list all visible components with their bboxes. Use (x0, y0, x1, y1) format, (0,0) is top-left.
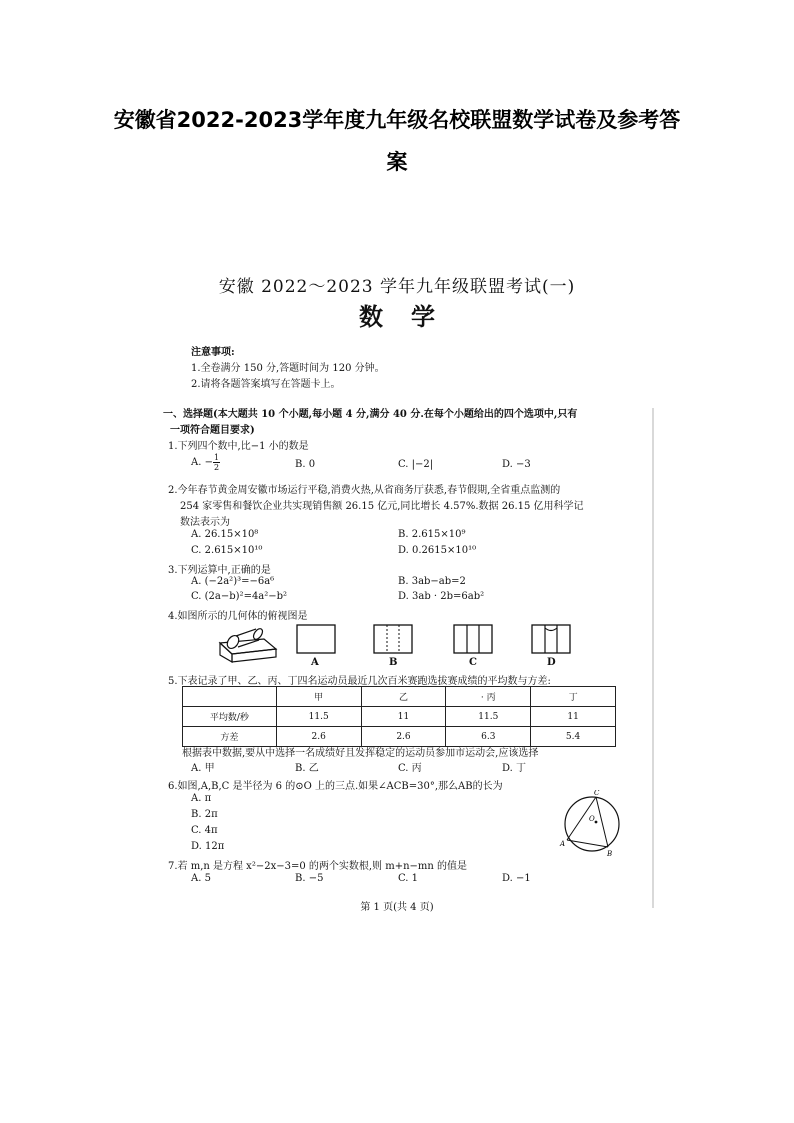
document-title: 安徽省2022-2023学年度九年级名校联盟数学试卷及参考答 (113, 108, 681, 132)
question-6-option-b: B. 2π (191, 809, 218, 820)
section-header-continued: 一项符合题目要求) (170, 425, 255, 436)
question-1-stem: 1.下列四个数中,比−1 小的数是 (168, 441, 309, 452)
table-cell: 2.6 (361, 727, 446, 747)
solid-figure-diagram (218, 625, 280, 663)
question-2-option-c: C. 2.615×10¹⁰ (191, 545, 263, 556)
question-2-stem: 2.今年春节黄金周安徽市场运行平稳,消费火热,从省商务厅获悉,春节假期,全省重点监测的 (168, 485, 561, 496)
option-a-view-diagram (296, 624, 336, 654)
option-a-prefix: A. − (191, 457, 213, 468)
section-header: 一、选择题(本大题共 10 个小题,每小题 4 分,满分 40 分.在每个小题给出的四个选项中,只有 (163, 409, 578, 420)
question-7-option-a: A. 5 (191, 873, 211, 884)
question-5-option-d: D. 丁 (502, 763, 527, 774)
option-b-view-diagram (373, 624, 413, 654)
table-cell: 5.4 (531, 727, 616, 747)
question-2-option-a: A. 26.15×10⁸ (191, 529, 259, 540)
question-3-stem: 3.下列运算中,正确的是 (168, 565, 271, 576)
question-5-option-b: B. 乙 (295, 763, 319, 774)
view-label-a: A (311, 657, 319, 668)
fraction-numerator: 1 (213, 453, 220, 462)
question-6-option-a: A. π (191, 793, 212, 804)
scan-edge-line (652, 408, 654, 908)
table-cell: 11.5 (446, 707, 531, 727)
table-header-cell: 甲 (276, 687, 361, 707)
question-1-option-c: C. |−2| (398, 459, 434, 470)
circle-diagram (556, 790, 628, 858)
table-header-cell: · 丙 (446, 687, 531, 707)
diagram-label-b: B (607, 850, 613, 858)
table-cell: 11 (531, 707, 616, 727)
page-footer: 第 1 页(共 4 页) (360, 902, 434, 913)
table-header-cell: 乙 (361, 687, 446, 707)
fraction (213, 453, 220, 472)
question-2-stem-line3: 数法表示为 (180, 517, 230, 528)
view-label-b: B (389, 657, 398, 668)
question-7-option-b: B. −5 (295, 873, 324, 884)
question-7-stem: 7.若 m,n 是方程 x²−2x−3=0 的两个实数根,则 m+n−mn 的值是 (168, 861, 468, 872)
question-6-option-c: C. 4π (191, 825, 218, 836)
question-4-stem: 4.如图所示的几何体的俯视图是 (168, 611, 308, 622)
table-header-cell (183, 687, 277, 707)
option-d-view-diagram (531, 624, 571, 654)
question-1-option-a (191, 453, 220, 472)
table-header-row (183, 687, 616, 707)
diagram-label-a: A (560, 840, 566, 848)
exam-title: 安徽 2022～2023 学年九年级联盟考试(一) (218, 277, 576, 297)
question-7-option-d: D. −1 (502, 873, 531, 884)
diagram-label-o: O (589, 815, 595, 823)
question-7-option-c: C. 1 (398, 873, 419, 884)
question-3-option-c: C. (2a−b)²=4a²−b² (191, 591, 288, 602)
question-1-option-d: D. −3 (502, 459, 531, 470)
note-item: 1.全卷满分 150 分,答题时间为 120 分钟。 (191, 363, 385, 374)
note-item: 2.请将各题答案填写在答题卡上。 (191, 379, 341, 390)
question-5-option-a: A. 甲 (191, 763, 215, 774)
question-2-stem-line2: 254 家零售和餐饮企业共实现销售额 26.15 亿元,同比增长 4.57%.数据 26.15 亿用科学记 (180, 501, 584, 512)
question-6-stem: 6.如图,A,B,C 是半径为 6 的⊙O 上的三点.如果∠ACB=30°,那么AB的长为 (168, 781, 503, 792)
table-cell: 11.5 (276, 707, 361, 727)
table-cell: 2.6 (276, 727, 361, 747)
question-3-option-d: D. 3ab · 2b=6ab² (398, 591, 485, 602)
notes-heading: 注意事项: (191, 347, 235, 358)
view-label-c: C (469, 657, 477, 668)
question-3-option-a: A. (−2a²)³=−6a⁶ (191, 576, 275, 587)
fraction-denominator: 2 (213, 463, 220, 472)
document-title-continued: 案 (386, 150, 408, 174)
table-cell: 平均数/秒 (183, 707, 277, 727)
question-2-option-d: D. 0.2615×10¹⁰ (398, 545, 477, 556)
view-label-d: D (547, 657, 556, 668)
question-5-option-c: C. 丙 (398, 763, 422, 774)
question-3-option-b: B. 3ab−ab=2 (398, 576, 466, 587)
question-5-stem: 5.下表记录了甲、乙、丙、丁四名运动员最近几次百米赛跑选拔赛成绩的平均数与方差: (168, 676, 551, 687)
diagram-label-c: C (594, 790, 600, 797)
question-1-option-b: B. 0 (295, 459, 316, 470)
table-cell: 6.3 (446, 727, 531, 747)
score-table (182, 686, 616, 747)
question-5-instruction: 根据表中数据,要从中选择一名成绩好且发挥稳定的运动员参加市运动会,应该选择 (182, 748, 539, 759)
question-6-option-d: D. 12π (191, 841, 225, 852)
table-cell: 11 (361, 707, 446, 727)
exam-subject: 数学 (359, 302, 463, 331)
table-cell: 方差 (183, 727, 277, 747)
option-c-view-diagram (453, 624, 493, 654)
question-2-option-b: B. 2.615×10⁹ (398, 529, 466, 540)
table-header-cell: 丁 (531, 687, 616, 707)
table-row (183, 707, 616, 727)
